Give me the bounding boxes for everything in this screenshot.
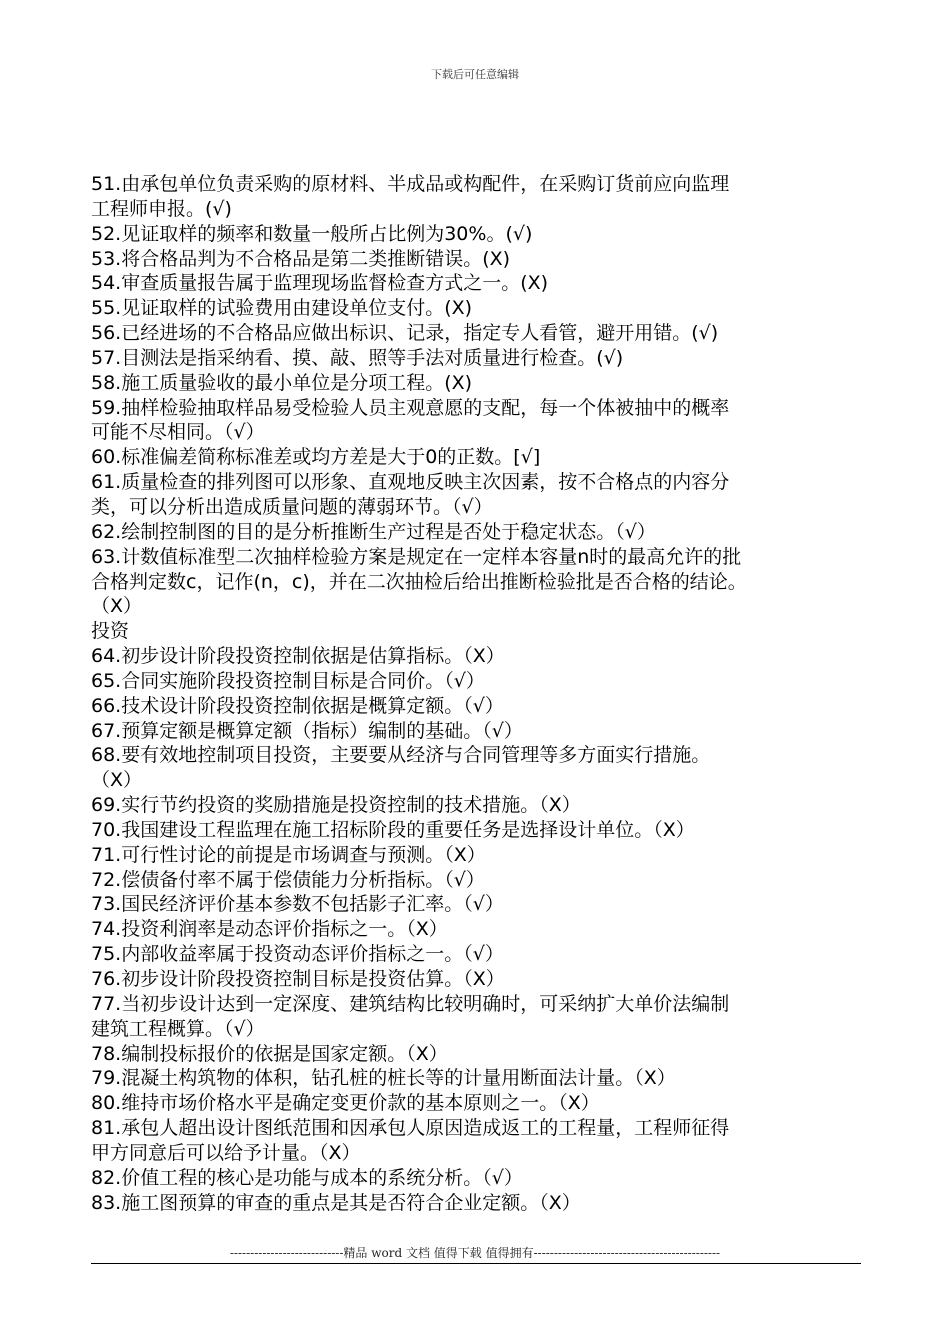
section-heading: 投资: [91, 620, 130, 643]
text-line: 62.绘制控制图的目的是分析推断生产过程是否处于稳定状态。（√）: [91, 520, 656, 543]
text-line: 74.投资利润率是动态评价指标之一。（X）: [91, 918, 448, 941]
text-line: 工程师申报。(√): [91, 197, 232, 220]
text-line: 82.价值工程的核心是功能与成本的系统分析。（√）: [91, 1166, 523, 1189]
footer-rule: [91, 1263, 861, 1264]
text-line: 69.实行节约投资的奖励措施是投资控制的技术措施。（X）: [91, 794, 581, 817]
text-line: 63.计数值标准型二次抽样检验方案是规定在一定样本容量n时的最高允许的批: [91, 545, 742, 568]
text-line: 70.我国建设工程监理在施工招标阶段的重要任务是选择设计单位。（X）: [91, 818, 695, 841]
text-line: 80.维持市场价格水平是确定变更价款的基本原则之一。（X）: [91, 1092, 600, 1115]
text-line: 73.国民经济评价基本参数不包括影子汇率。（√）: [91, 893, 504, 916]
text-line: 67.预算定额是概算定额（指标）编制的基础。（√）: [91, 719, 523, 742]
text-line: 64.初步设计阶段投资控制依据是估算指标。（X）: [91, 645, 505, 668]
text-line: 54.审查质量报告属于监理现场监督检查方式之一。(X): [91, 272, 549, 295]
text-line: 65.合同实施阶段投资控制目标是合同价。（√）: [91, 669, 485, 692]
text-line: （X）: [91, 595, 143, 618]
text-line: 59.抽样检验抽取样品易受检验人员主观意愿的支配，每一个体被抽中的概率: [91, 396, 730, 419]
text-line: 类，可以分析出造成质量问题的薄弱环节。（√）: [91, 495, 493, 518]
text-line: 52.见证取样的频率和数量一般所占比例为30%。(√): [91, 222, 533, 245]
text-line: 60.标准偏差简称标准差或均方差是大于0的正数。[√]: [91, 446, 541, 469]
text-line: 51.由承包单位负责采购的原材料、半成品或构配件，在采购订货前应向监理: [91, 173, 730, 195]
text-line: 83.施工图预算的审查的重点是其是否符合企业定额。（X）: [91, 1191, 581, 1214]
text-line: 81.承包人超出设计图纸范围和因承包人原因造成返工的工程量，工程师征得: [91, 1117, 730, 1140]
text-line: 56.已经进场的不合格品应做出标识、记录，指定专人看管，避开用错。(√): [91, 322, 719, 345]
text-line: （X）: [91, 769, 143, 792]
text-line: 68.要有效地控制项目投资，主要要从经济与合同管理等多方面实行措施。: [91, 744, 711, 767]
text-line: 76.初步设计阶段投资控制目标是投资估算。（X）: [91, 968, 505, 990]
page-header: 下载后可任意编辑: [431, 68, 519, 81]
text-line: 61.质量检查的排列图可以形象、直观地反映主次因素，按不合格点的内容分: [91, 471, 730, 494]
text-line: 57.目测法是指采纳看、摸、敲、照等手法对质量进行检查。(√): [91, 346, 624, 369]
text-line: 72.偿债备付率不属于偿债能力分析指标。（√）: [91, 868, 485, 891]
text-line: 79.混凝土构筑物的体积，钻孔桩的桩长等的计量用断面法计量。（X）: [91, 1067, 676, 1090]
text-line: 甲方同意后可以给予计量。（X）: [91, 1141, 361, 1164]
document-body: [91, 172, 863, 1215]
text-line: 建筑工程概算。（√）: [91, 1017, 265, 1040]
page-footer: ----------------------------精品 word 文档 值得下载 值得拥有----------------------------------------------: [229, 1246, 721, 1260]
text-line: 78.编制投标报价的依据是国家定额。（X）: [91, 1042, 448, 1065]
text-line: 71.可行性讨论的前提是市场调查与预测。（X）: [91, 843, 486, 866]
text-line: 可能不尽相同。（√）: [91, 421, 265, 444]
text-line: 合格判定数c，记作(n，c)，并在二次抽检后给出推断检验批是否合格的结论。: [91, 570, 747, 593]
text-line: 66.技术设计阶段投资控制依据是概算定额。（√）: [91, 694, 504, 717]
text-line: 75.内部收益率属于投资动态评价指标之一。（√）: [91, 943, 504, 966]
text-line: 55.见证取样的试验费用由建设单位支付。(X): [91, 297, 473, 320]
text-line: 53.将合格品判为不合格品是第二类推断错误。(X): [91, 247, 511, 270]
text-line: 77.当初步设计达到一定深度、建筑结构比较明确时，可采纳扩大单价法编制: [91, 992, 730, 1015]
text-line: 58.施工质量验收的最小单位是分项工程。(X): [91, 371, 473, 394]
